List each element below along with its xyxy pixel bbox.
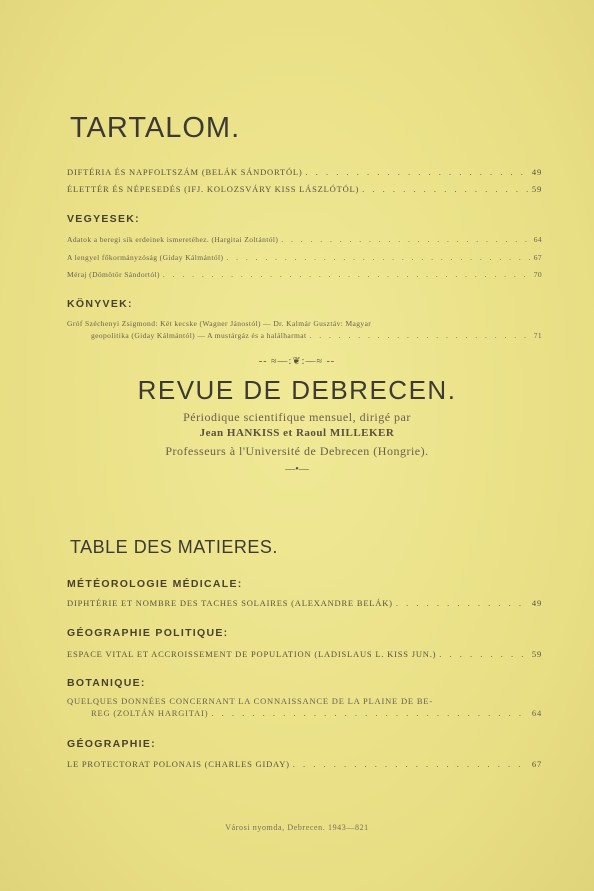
toc-entry-meraj	[67, 270, 542, 279]
journal-affiliation: Professeurs à l'Université de Debrecen (Hongrie).	[165, 444, 429, 458]
leader-dots	[211, 707, 529, 719]
toc-entry-label: LE PROTECTORAT POLONAIS (CHARLES GIDAY)	[67, 759, 290, 769]
section-heading-political-geography: GÉOGRAPHIE POLITIQUE:	[67, 627, 229, 639]
contents-title-hungarian: TARTALOM.	[70, 112, 241, 144]
toc-page-number: 59	[531, 184, 542, 194]
toc-page-number: 70	[533, 270, 542, 279]
leader-dots	[226, 253, 530, 262]
toc-entry-diphtheria	[67, 167, 542, 177]
leader-dots	[281, 235, 530, 244]
toc-entry-label: ÉLETTÉR ÉS NÉPESEDÉS (IFJ. KOLOZSVÁRY KISS LÁSZLÓTÓL)	[67, 184, 360, 194]
small-divider: —•—	[285, 464, 309, 475]
toc-page-number: 71	[533, 331, 542, 340]
toc-entry-label: geopolitika (Giday Kálmántól) — A mustárgáz és a halálharmat	[91, 331, 307, 340]
leader-dots	[362, 184, 529, 194]
journal-title: REVUE DE DEBRECEN.	[137, 375, 457, 405]
leader-dots	[396, 598, 529, 608]
toc-entry-label: DIFTÉRIA ÉS NAPFOLTSZÁM (BELÁK SÁNDORTÓL)	[67, 167, 303, 177]
journal-editors: Jean HANKISS et Raoul MILLEKER	[199, 427, 395, 439]
section-heading-meteorology: MÉTÉOROLOGIE MÉDICALE:	[67, 578, 243, 590]
toc-entry-polish	[67, 253, 542, 262]
toc-page-number: 67	[531, 759, 542, 769]
toc-page-number: 64	[531, 708, 542, 718]
toc-entry-label: Adatok a beregi sík erdeinek ismeretéhez. (Hargitai Zoltántól)	[67, 235, 279, 244]
printer-imprint: Városi nyomda, Debrecen. 1943—821	[225, 823, 369, 832]
toc-page-number: 64	[533, 235, 542, 244]
leader-dots	[306, 167, 529, 177]
toc-entry-books	[67, 318, 542, 342]
leader-dots	[439, 649, 529, 659]
toc-page-number: 49	[531, 598, 542, 608]
leader-dots	[163, 270, 531, 279]
section-heading-botany: BOTANIQUE:	[67, 677, 146, 689]
leader-dots	[309, 330, 530, 342]
toc-entry-label: Méraj (Dömötör Sándortól)	[67, 270, 160, 279]
section-heading-geography: GÉOGRAPHIE:	[67, 738, 156, 750]
toc-entry-line: QUELQUES DONNÉES CONCERNANT LA CONNAISSANCE DE LA PLAINE DE BE-	[67, 696, 433, 706]
toc-entry-line-2	[67, 707, 542, 719]
toc-entry-fr-living-space	[67, 649, 542, 659]
section-heading-vegyesek: VEGYESEK:	[67, 213, 140, 225]
toc-entry-fr-bereg	[67, 695, 542, 719]
journal-subtitle: Périodique scientifique mensuel, dirigé par	[183, 410, 411, 424]
toc-entry-label: REG (ZOLTÁN HARGITAI)	[91, 708, 209, 718]
toc-page-number: 67	[533, 253, 542, 262]
section-heading-konyvek: KÖNYVEK:	[67, 298, 133, 310]
toc-entry-fr-polish	[67, 759, 542, 769]
toc-entry-bereg	[67, 235, 542, 244]
contents-title-french: TABLE DES MATIERES.	[70, 537, 278, 557]
toc-entry-fr-diphtheria	[67, 598, 542, 608]
toc-entry-line: Gróf Széchenyi Zsigmond: Két kecske (Wagner Jánostól) — Dr. Kalmár Gusztáv: Magyar	[67, 319, 372, 328]
toc-entry-label: ESPACE VITAL ET ACCROISSEMENT DE POPULATION (LADISLAUS L. KISS JUN.)	[67, 649, 437, 659]
toc-entry-living-space	[67, 184, 542, 194]
ornament-divider: -- ≈—:❦:—≈ --	[258, 356, 336, 367]
leader-dots	[293, 759, 529, 769]
toc-page-number: 49	[531, 167, 542, 177]
toc-entry-line-2	[67, 330, 542, 342]
toc-page-number: 59	[531, 649, 542, 659]
toc-entry-label: DIPHTÉRIE ET NOMBRE DES TACHES SOLAIRES (ALEXANDRE BELÁK)	[67, 598, 393, 608]
toc-entry-label: A lengyel főkormányzóság (Giday Kálmántól)	[67, 253, 224, 262]
